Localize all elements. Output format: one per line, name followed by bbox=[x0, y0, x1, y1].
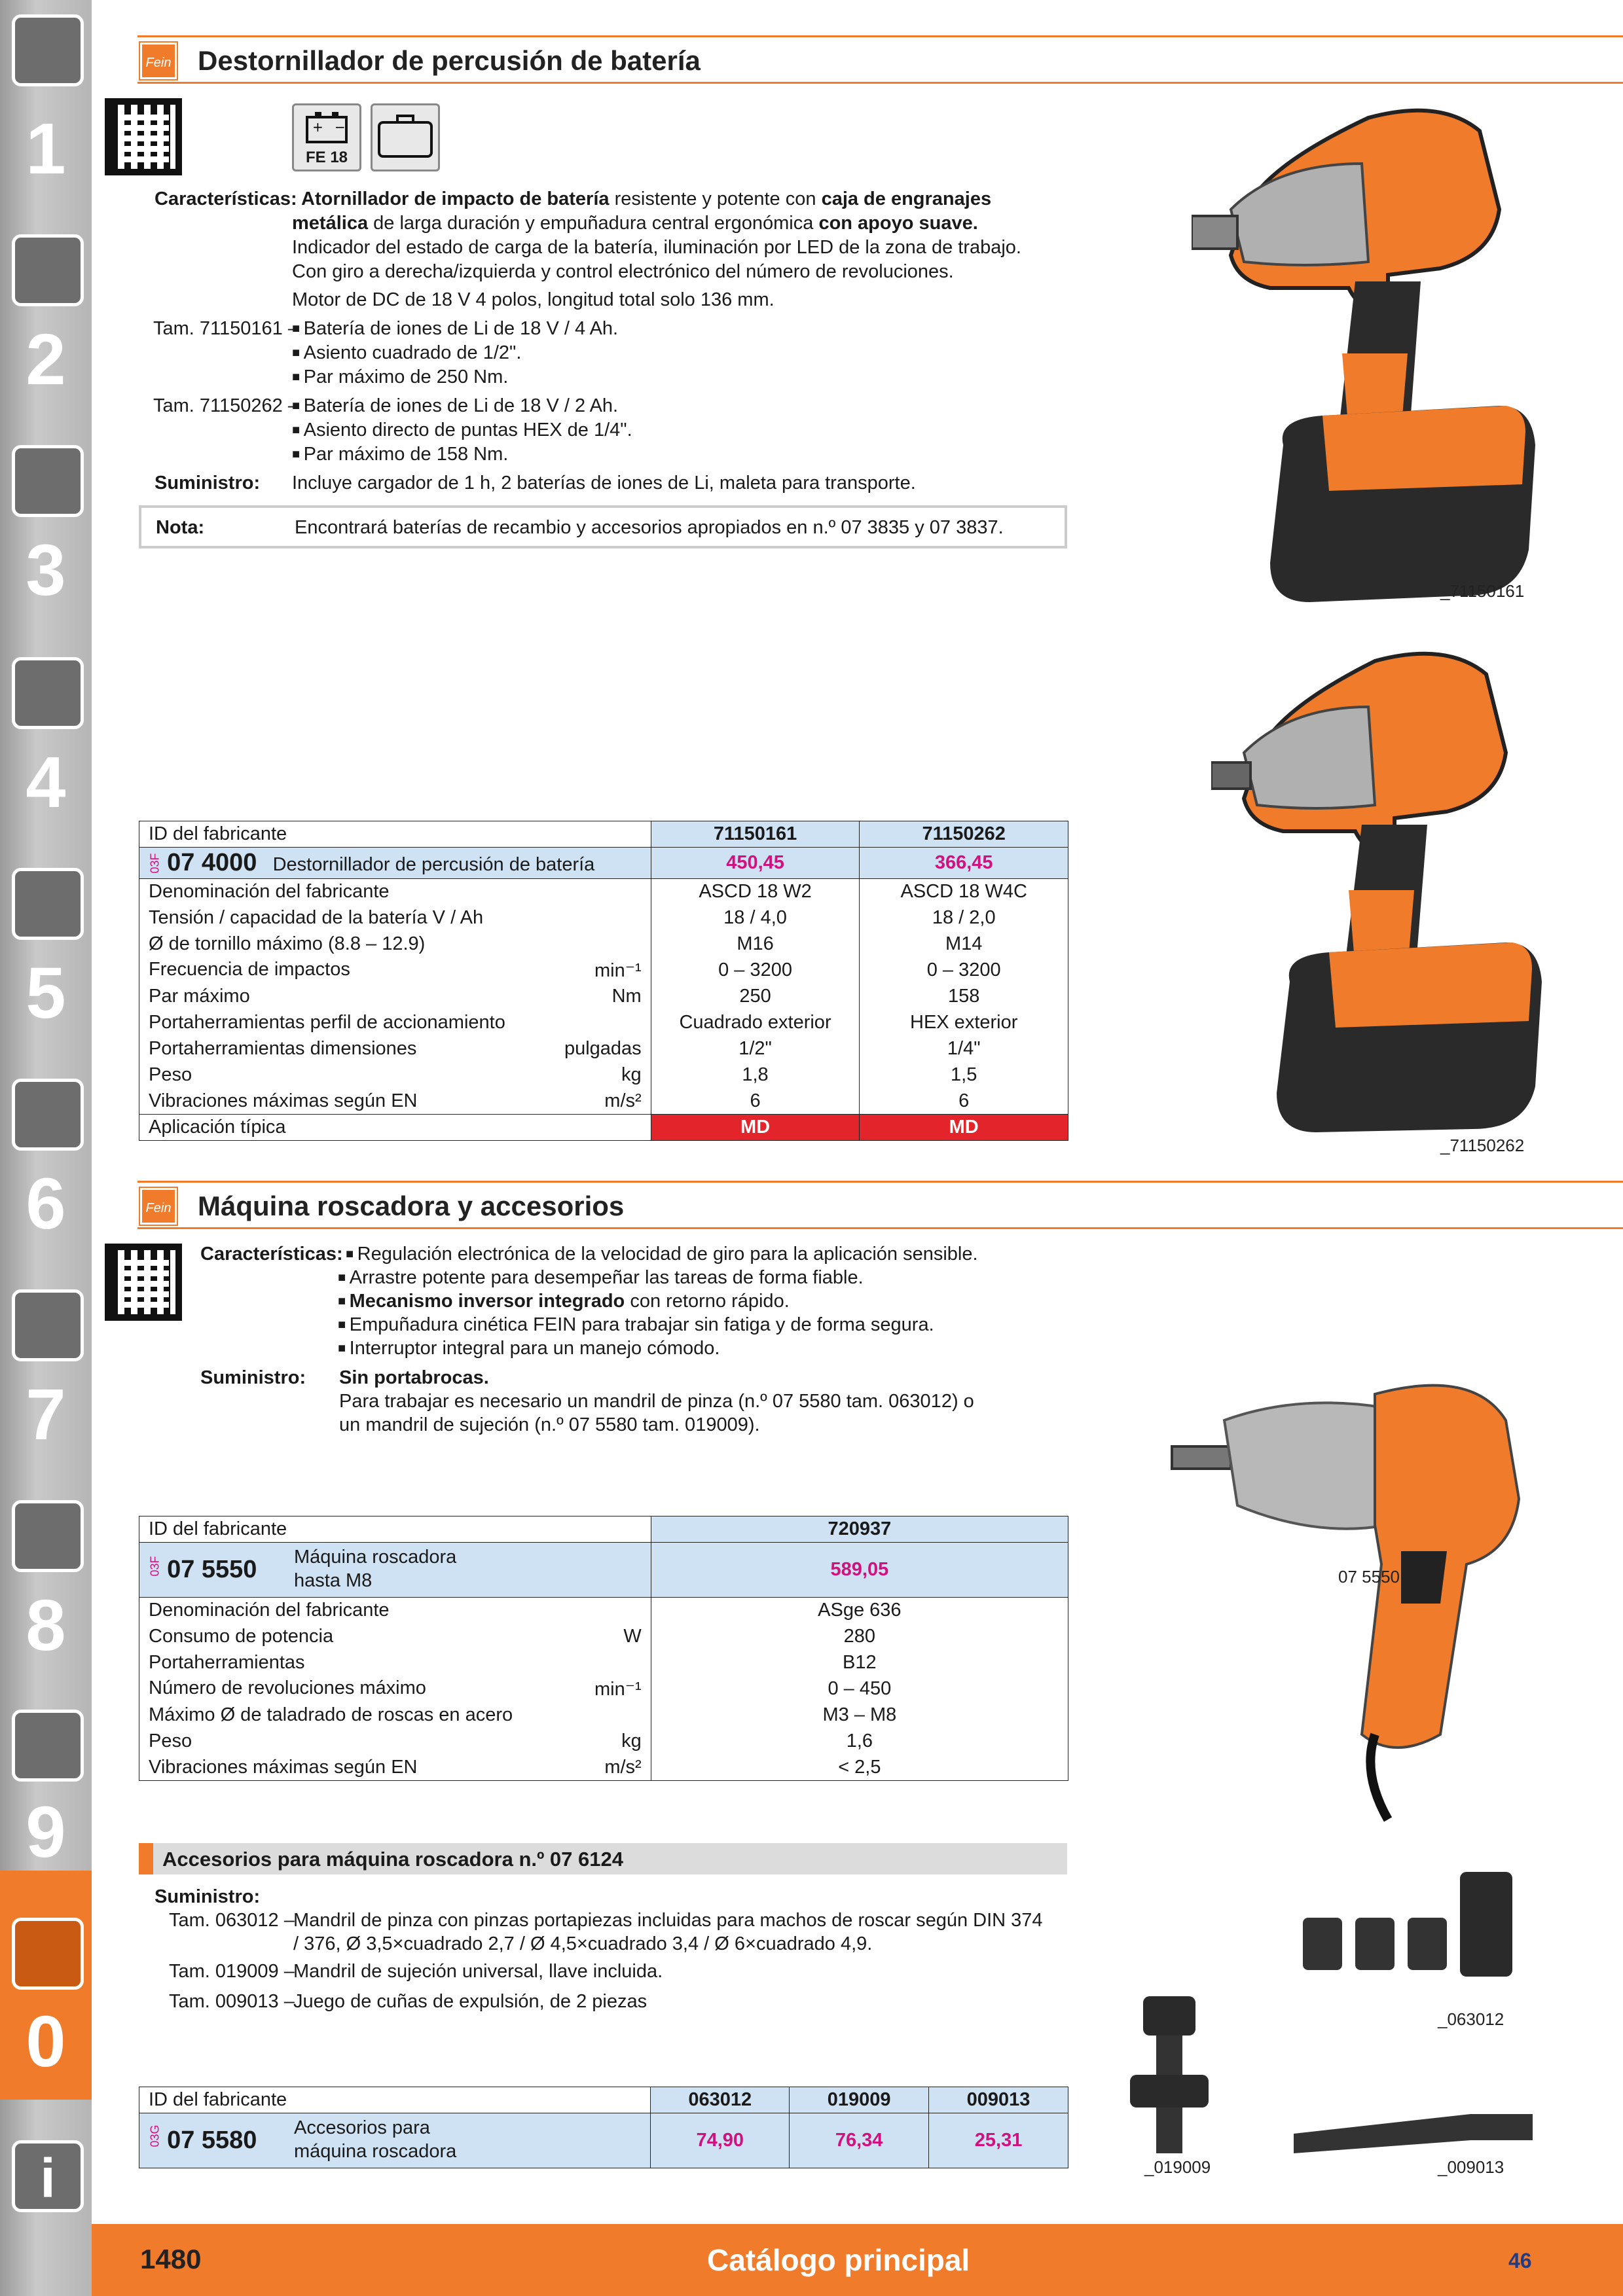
accessory-text: / 376, Ø 3,5×cuadrado 2,7 / Ø 4,5×cuadrado 3,4 / Ø 6×cuadrado 4,9. bbox=[293, 1933, 873, 1954]
spec-unit: kg bbox=[621, 1731, 642, 1751]
chapter-number[interactable]: 6 bbox=[26, 1164, 66, 1244]
code-prefix: 03F bbox=[148, 853, 162, 874]
supply-label: Suministro: bbox=[155, 1886, 261, 1907]
accessories-title: Accesorios para máquina roscadora n.º 07 6124 bbox=[162, 1848, 623, 1871]
safety-glasses-icon[interactable] bbox=[12, 1918, 84, 1990]
spec-unit: Nm bbox=[611, 986, 642, 1007]
supply-text: Incluye cargador de 1 h, 2 baterías de iones de Li, maleta para transporte. bbox=[292, 473, 916, 493]
spec-value: 1/4" bbox=[860, 1036, 1068, 1062]
accessory-text: Juego de cuñas de expulsión, de 2 piezas bbox=[293, 1991, 647, 2012]
spec-value: ASCD 18 W2 bbox=[651, 879, 860, 905]
product-code: 07 5580 bbox=[167, 2126, 257, 2154]
spec-label: Peso bbox=[149, 1731, 192, 1751]
id-cell: 019009 bbox=[790, 2087, 929, 2113]
spec-label-cell bbox=[139, 1010, 651, 1036]
svg-text:−: − bbox=[335, 119, 346, 135]
spec-label-cell bbox=[139, 984, 651, 1010]
spec-row bbox=[139, 958, 1068, 984]
id-cell: 71150161 bbox=[651, 821, 860, 848]
fein-logo-icon: Fein bbox=[140, 43, 177, 79]
spec-value: M16 bbox=[651, 931, 860, 958]
spec-label: Máximo Ø de taladrado de roscas en acero bbox=[149, 1704, 513, 1725]
feature-item: ■ Interruptor integral para un manejo cómodo. bbox=[338, 1336, 720, 1361]
spec-label-cell bbox=[139, 1598, 651, 1624]
spec-label-cell bbox=[139, 1624, 651, 1650]
image-caption: _063012 bbox=[1438, 2009, 1504, 2029]
spec-label: Denominación del fabricante bbox=[149, 1600, 390, 1621]
spec-label-cell bbox=[139, 1062, 651, 1088]
image-caption: _71150262 bbox=[1440, 1136, 1525, 1155]
page-number-left: 1480 bbox=[140, 2244, 202, 2274]
image-caption: 07 5550 bbox=[1338, 1567, 1400, 1587]
section-header-tapping-machine bbox=[137, 1181, 1623, 1229]
section-title: Destornillador de percusión de batería bbox=[198, 45, 701, 76]
feature-item: ■ Arrastre potente para desempeñar las tareas de forma fiable. bbox=[338, 1266, 864, 1290]
spec-value: 18 / 4,0 bbox=[651, 905, 860, 931]
chapter-number[interactable]: 0 bbox=[26, 2001, 66, 2082]
spec-label-cell bbox=[139, 958, 651, 984]
spec-label: Portaherramientas bbox=[149, 1652, 305, 1673]
features-label: Características: bbox=[155, 188, 297, 209]
variant-item: ■ Par máximo de 158 Nm. bbox=[292, 442, 508, 467]
spec-row bbox=[139, 984, 1068, 1010]
spec-unit: min⁻¹ bbox=[594, 960, 642, 981]
spec-label: Consumo de potencia bbox=[149, 1626, 334, 1647]
spec-label: Frecuencia de impactos bbox=[149, 959, 350, 980]
spec-value: ASge 636 bbox=[651, 1598, 1068, 1624]
battery-fe18-icon bbox=[292, 103, 361, 171]
spec-value: 0 – 3200 bbox=[860, 958, 1068, 984]
image-caption: _009013 bbox=[1438, 2157, 1504, 2177]
variant-item: ■ Asiento cuadrado de 1/2". bbox=[292, 341, 521, 365]
accessory-label: Tam. 009013 – bbox=[169, 1991, 295, 2012]
spec-label: Vibraciones máximas según EN bbox=[149, 1090, 418, 1111]
spec-row bbox=[139, 879, 1068, 905]
price-cell: 25,31 bbox=[929, 2113, 1068, 2168]
spec-value: < 2,5 bbox=[651, 1755, 1068, 1781]
tapping-machine-image bbox=[1165, 1368, 1558, 1826]
spec-unit: min⁻¹ bbox=[594, 1679, 642, 1700]
features-line-1: Atornillador de impacto de batería resistente y potente con caja de engranajes bbox=[301, 188, 992, 209]
spec-value: 0 – 450 bbox=[651, 1676, 1068, 1702]
ejector-wedges-image bbox=[1294, 2094, 1536, 2160]
spec-row bbox=[139, 1088, 1068, 1115]
spec-value: HEX exterior bbox=[860, 1010, 1068, 1036]
spec-row bbox=[139, 1624, 1068, 1650]
accessory-label: Tam. 063012 – bbox=[169, 1910, 295, 1931]
spec-label-cell bbox=[139, 1036, 651, 1062]
supply-label: Suministro: bbox=[155, 473, 261, 493]
qr-code-icon[interactable] bbox=[105, 1244, 182, 1321]
spec-row bbox=[139, 1650, 1068, 1676]
drill-bit-icon[interactable] bbox=[12, 14, 84, 86]
image-caption: _019009 bbox=[1144, 2157, 1211, 2177]
fein-logo-icon: Fein bbox=[140, 1188, 177, 1225]
spec-label: Portaherramientas dimensiones bbox=[149, 1038, 417, 1059]
supply-line: un mandril de sujeción (n.º 07 5580 tam. 019009). bbox=[339, 1414, 760, 1435]
id-label-cell: ID del fabricante bbox=[139, 2087, 651, 2113]
spec-value: 0 – 3200 bbox=[651, 958, 860, 984]
grinder-icon[interactable] bbox=[12, 234, 84, 306]
toolbox-icon[interactable] bbox=[12, 1500, 84, 1572]
supply-label: Suministro: bbox=[200, 1367, 306, 1388]
spec-row bbox=[139, 1702, 1068, 1729]
spec-value: 6 bbox=[860, 1088, 1068, 1115]
price-cell: 74,90 bbox=[651, 2113, 790, 2168]
price-cell: 76,34 bbox=[790, 2113, 929, 2168]
product-name: Máquina roscadora hasta M8 bbox=[294, 1547, 457, 1591]
spec-label-cell bbox=[139, 931, 651, 958]
svg-text:+: + bbox=[312, 119, 323, 135]
chapter-number[interactable]: 4 bbox=[26, 742, 66, 823]
wrench-icon[interactable] bbox=[12, 1079, 84, 1151]
spec-value: 1,5 bbox=[860, 1062, 1068, 1088]
spec-label-cell bbox=[139, 879, 651, 905]
variant-item: ■ Par máximo de 250 Nm. bbox=[292, 365, 508, 389]
spec-value: 158 bbox=[860, 984, 1068, 1010]
chapter-number[interactable]: 2 bbox=[26, 319, 66, 400]
section-header-impact-driver bbox=[137, 35, 1623, 84]
note-label: Nota: bbox=[156, 517, 205, 538]
application-value: MD bbox=[651, 1115, 860, 1141]
spec-value: B12 bbox=[651, 1650, 1068, 1676]
product-code: 07 5550 bbox=[167, 1556, 257, 1583]
chapter-number[interactable]: 7 bbox=[26, 1374, 66, 1455]
variant-item: ■ Batería de iones de Li de 18 V / 2 Ah. bbox=[292, 394, 618, 418]
spec-value: Cuadrado exterior bbox=[651, 1010, 860, 1036]
accessory-label: Tam. 019009 – bbox=[169, 1961, 295, 1982]
spec-unit: pulgadas bbox=[564, 1038, 642, 1059]
image-caption: _71150161 bbox=[1440, 581, 1525, 601]
spec-label: Denominación del fabricante bbox=[149, 881, 390, 903]
product-name: Accesorios para máquina roscadora bbox=[294, 2117, 457, 2162]
clamping-chuck-image bbox=[1130, 1996, 1215, 2160]
product-code-cell bbox=[139, 848, 651, 879]
spec-label-cell bbox=[139, 1755, 651, 1781]
id-label-cell: ID del fabricante bbox=[139, 1516, 651, 1543]
pliers-icon[interactable] bbox=[12, 1289, 84, 1361]
features-line-3: Indicador del estado de carga de la batería, iluminación por LED de la zona de trabajo. bbox=[292, 237, 1021, 258]
id-cell: 063012 bbox=[651, 2087, 790, 2113]
spec-row bbox=[139, 1676, 1068, 1702]
chapter-number[interactable]: 1 bbox=[26, 109, 66, 189]
spec-label-cell bbox=[139, 1676, 651, 1702]
code-prefix: 03G bbox=[148, 2125, 162, 2147]
spec-label-cell bbox=[139, 1088, 651, 1115]
impact-driver-image-2 bbox=[1211, 641, 1552, 1132]
saw-blade-icon[interactable] bbox=[12, 868, 84, 940]
cabinet-icon[interactable] bbox=[12, 1710, 84, 1782]
spec-unit: m/s² bbox=[604, 1090, 642, 1111]
spec-label-cell bbox=[139, 1729, 651, 1755]
spec-row bbox=[139, 931, 1068, 958]
spec-value: 1/2" bbox=[651, 1036, 860, 1062]
spec-label: Vibraciones máximas según EN bbox=[149, 1756, 418, 1778]
spec-row bbox=[139, 1598, 1068, 1624]
id-label-cell: ID del fabricante bbox=[139, 821, 651, 848]
spec-label: Ø de tornillo máximo (8.8 – 12.9) bbox=[149, 933, 426, 954]
price-cell: 366,45 bbox=[860, 848, 1068, 879]
spec-label-cell bbox=[139, 1702, 651, 1729]
spec-row bbox=[139, 1755, 1068, 1781]
impact-driver-spec-table bbox=[139, 821, 1068, 1141]
spec-row bbox=[139, 1036, 1068, 1062]
spec-label: Tensión / capacidad de la batería V / Ah bbox=[149, 907, 484, 928]
note-text: Encontrará baterías de recambio y accesorios apropiados en n.º 07 3835 y 07 3837. bbox=[295, 517, 1004, 538]
spec-label: Par máximo bbox=[149, 986, 250, 1007]
features-line-5: Motor de DC de 18 V 4 polos, longitud total solo 136 mm. bbox=[292, 289, 775, 310]
spec-value: 6 bbox=[651, 1088, 860, 1115]
spec-unit: kg bbox=[621, 1064, 642, 1085]
product-name: Destornillador de percusión de batería bbox=[272, 854, 595, 875]
id-cell: 720937 bbox=[651, 1516, 1068, 1543]
footer-title: Catálogo principal bbox=[707, 2243, 970, 2277]
note-box bbox=[139, 505, 1067, 548]
features-line-4: Con giro a derecha/izquierda y control electrónico del número de revoluciones. bbox=[292, 261, 954, 282]
variant-item: ■ Batería de iones de Li de 18 V / 4 Ah. bbox=[292, 317, 618, 341]
product-code: 07 4000 bbox=[167, 849, 257, 876]
chapter-number[interactable]: 8 bbox=[26, 1585, 66, 1666]
feature-item: ■ Empuñadura cinética FEIN para trabajar sin fatiga y de forma segura. bbox=[338, 1313, 934, 1337]
spec-value: 1,6 bbox=[651, 1729, 1068, 1755]
battery-badge-label: FE 18 bbox=[305, 149, 348, 166]
features-line-2: metálica de larga duración y empuñadura central ergonómica con apoyo suave. bbox=[292, 213, 978, 234]
feature-item: ■ Mecanismo inversor integrado con retorno rápido. bbox=[338, 1289, 790, 1314]
chapter-number[interactable]: 5 bbox=[26, 953, 66, 1033]
spec-unit: m/s² bbox=[604, 1756, 642, 1778]
qr-code-icon[interactable] bbox=[105, 98, 182, 175]
spec-label: Peso bbox=[149, 1064, 192, 1085]
carrying-case-icon bbox=[371, 103, 440, 171]
chapter-number[interactable]: 3 bbox=[26, 530, 66, 611]
feature-item: ■ Regulación electrónica de la velocidad de giro para la aplicación sensible. bbox=[346, 1242, 978, 1266]
price-cell: 450,45 bbox=[651, 848, 860, 879]
product-code-cell bbox=[139, 1543, 651, 1598]
spec-value: 280 bbox=[651, 1624, 1068, 1650]
application-label: Aplicación típica bbox=[139, 1115, 651, 1141]
spec-value: 1,8 bbox=[651, 1062, 860, 1088]
spec-row bbox=[139, 905, 1068, 931]
accessory-text: Mandril de sujeción universal, llave incluida. bbox=[293, 1961, 663, 1982]
spec-label: Portaherramientas perfil de accionamiento bbox=[149, 1012, 505, 1033]
variant-item: ■ Asiento directo de puntas HEX de 1/4". bbox=[292, 418, 632, 442]
price-cell: 589,05 bbox=[651, 1543, 1068, 1598]
variant-label: Tam. 71150262 – bbox=[153, 395, 299, 416]
spec-row bbox=[139, 1062, 1068, 1088]
collet-chuck-image bbox=[1303, 1865, 1545, 1983]
caliper-icon[interactable] bbox=[12, 657, 84, 729]
info-icon[interactable] bbox=[12, 2140, 84, 2212]
page-number-right: 46 bbox=[1508, 2249, 1532, 2272]
accessory-text: Mandril de pinza con pinzas portapiezas incluidas para machos de roscar según DIN 374 bbox=[293, 1910, 1043, 1931]
tapping-machine-spec-table bbox=[139, 1516, 1068, 1781]
spec-label-cell bbox=[139, 1650, 651, 1676]
code-prefix: 03F bbox=[148, 1556, 162, 1577]
chuck-icon[interactable] bbox=[12, 445, 84, 517]
spec-value: ASCD 18 W4C bbox=[860, 879, 1068, 905]
accessories-table bbox=[139, 2087, 1068, 2168]
id-cell: 009013 bbox=[929, 2087, 1068, 2113]
chapter-number[interactable]: 9 bbox=[26, 1792, 66, 1873]
spec-value: M14 bbox=[860, 931, 1068, 958]
impact-driver-image-1 bbox=[1192, 92, 1545, 602]
supply-bold: Sin portabrocas. bbox=[339, 1367, 489, 1388]
page-footer bbox=[92, 2224, 1623, 2296]
spec-row bbox=[139, 1010, 1068, 1036]
spec-value: 18 / 2,0 bbox=[860, 905, 1068, 931]
info-icon-glyph: i bbox=[40, 2147, 56, 2209]
spec-unit: W bbox=[623, 1626, 642, 1647]
section-title: Máquina roscadora y accesorios bbox=[198, 1191, 625, 1221]
application-value: MD bbox=[860, 1115, 1068, 1141]
spec-label: Número de revoluciones máximo bbox=[149, 1677, 426, 1698]
spec-label-cell bbox=[139, 905, 651, 931]
spec-row bbox=[139, 1729, 1068, 1755]
supply-line: Para trabajar es necesario un mandril de pinza (n.º 07 5580 tam. 063012) o bbox=[339, 1391, 974, 1412]
spec-value: M3 – M8 bbox=[651, 1702, 1068, 1729]
product-code-cell bbox=[139, 2113, 651, 2168]
variant-label: Tam. 71150161 – bbox=[153, 318, 299, 339]
features-label: Características: bbox=[200, 1244, 343, 1265]
spec-value: 250 bbox=[651, 984, 860, 1010]
chapter-sidebar bbox=[0, 0, 92, 2296]
accessories-header bbox=[139, 1843, 1067, 1874]
id-cell: 71150262 bbox=[860, 821, 1068, 848]
